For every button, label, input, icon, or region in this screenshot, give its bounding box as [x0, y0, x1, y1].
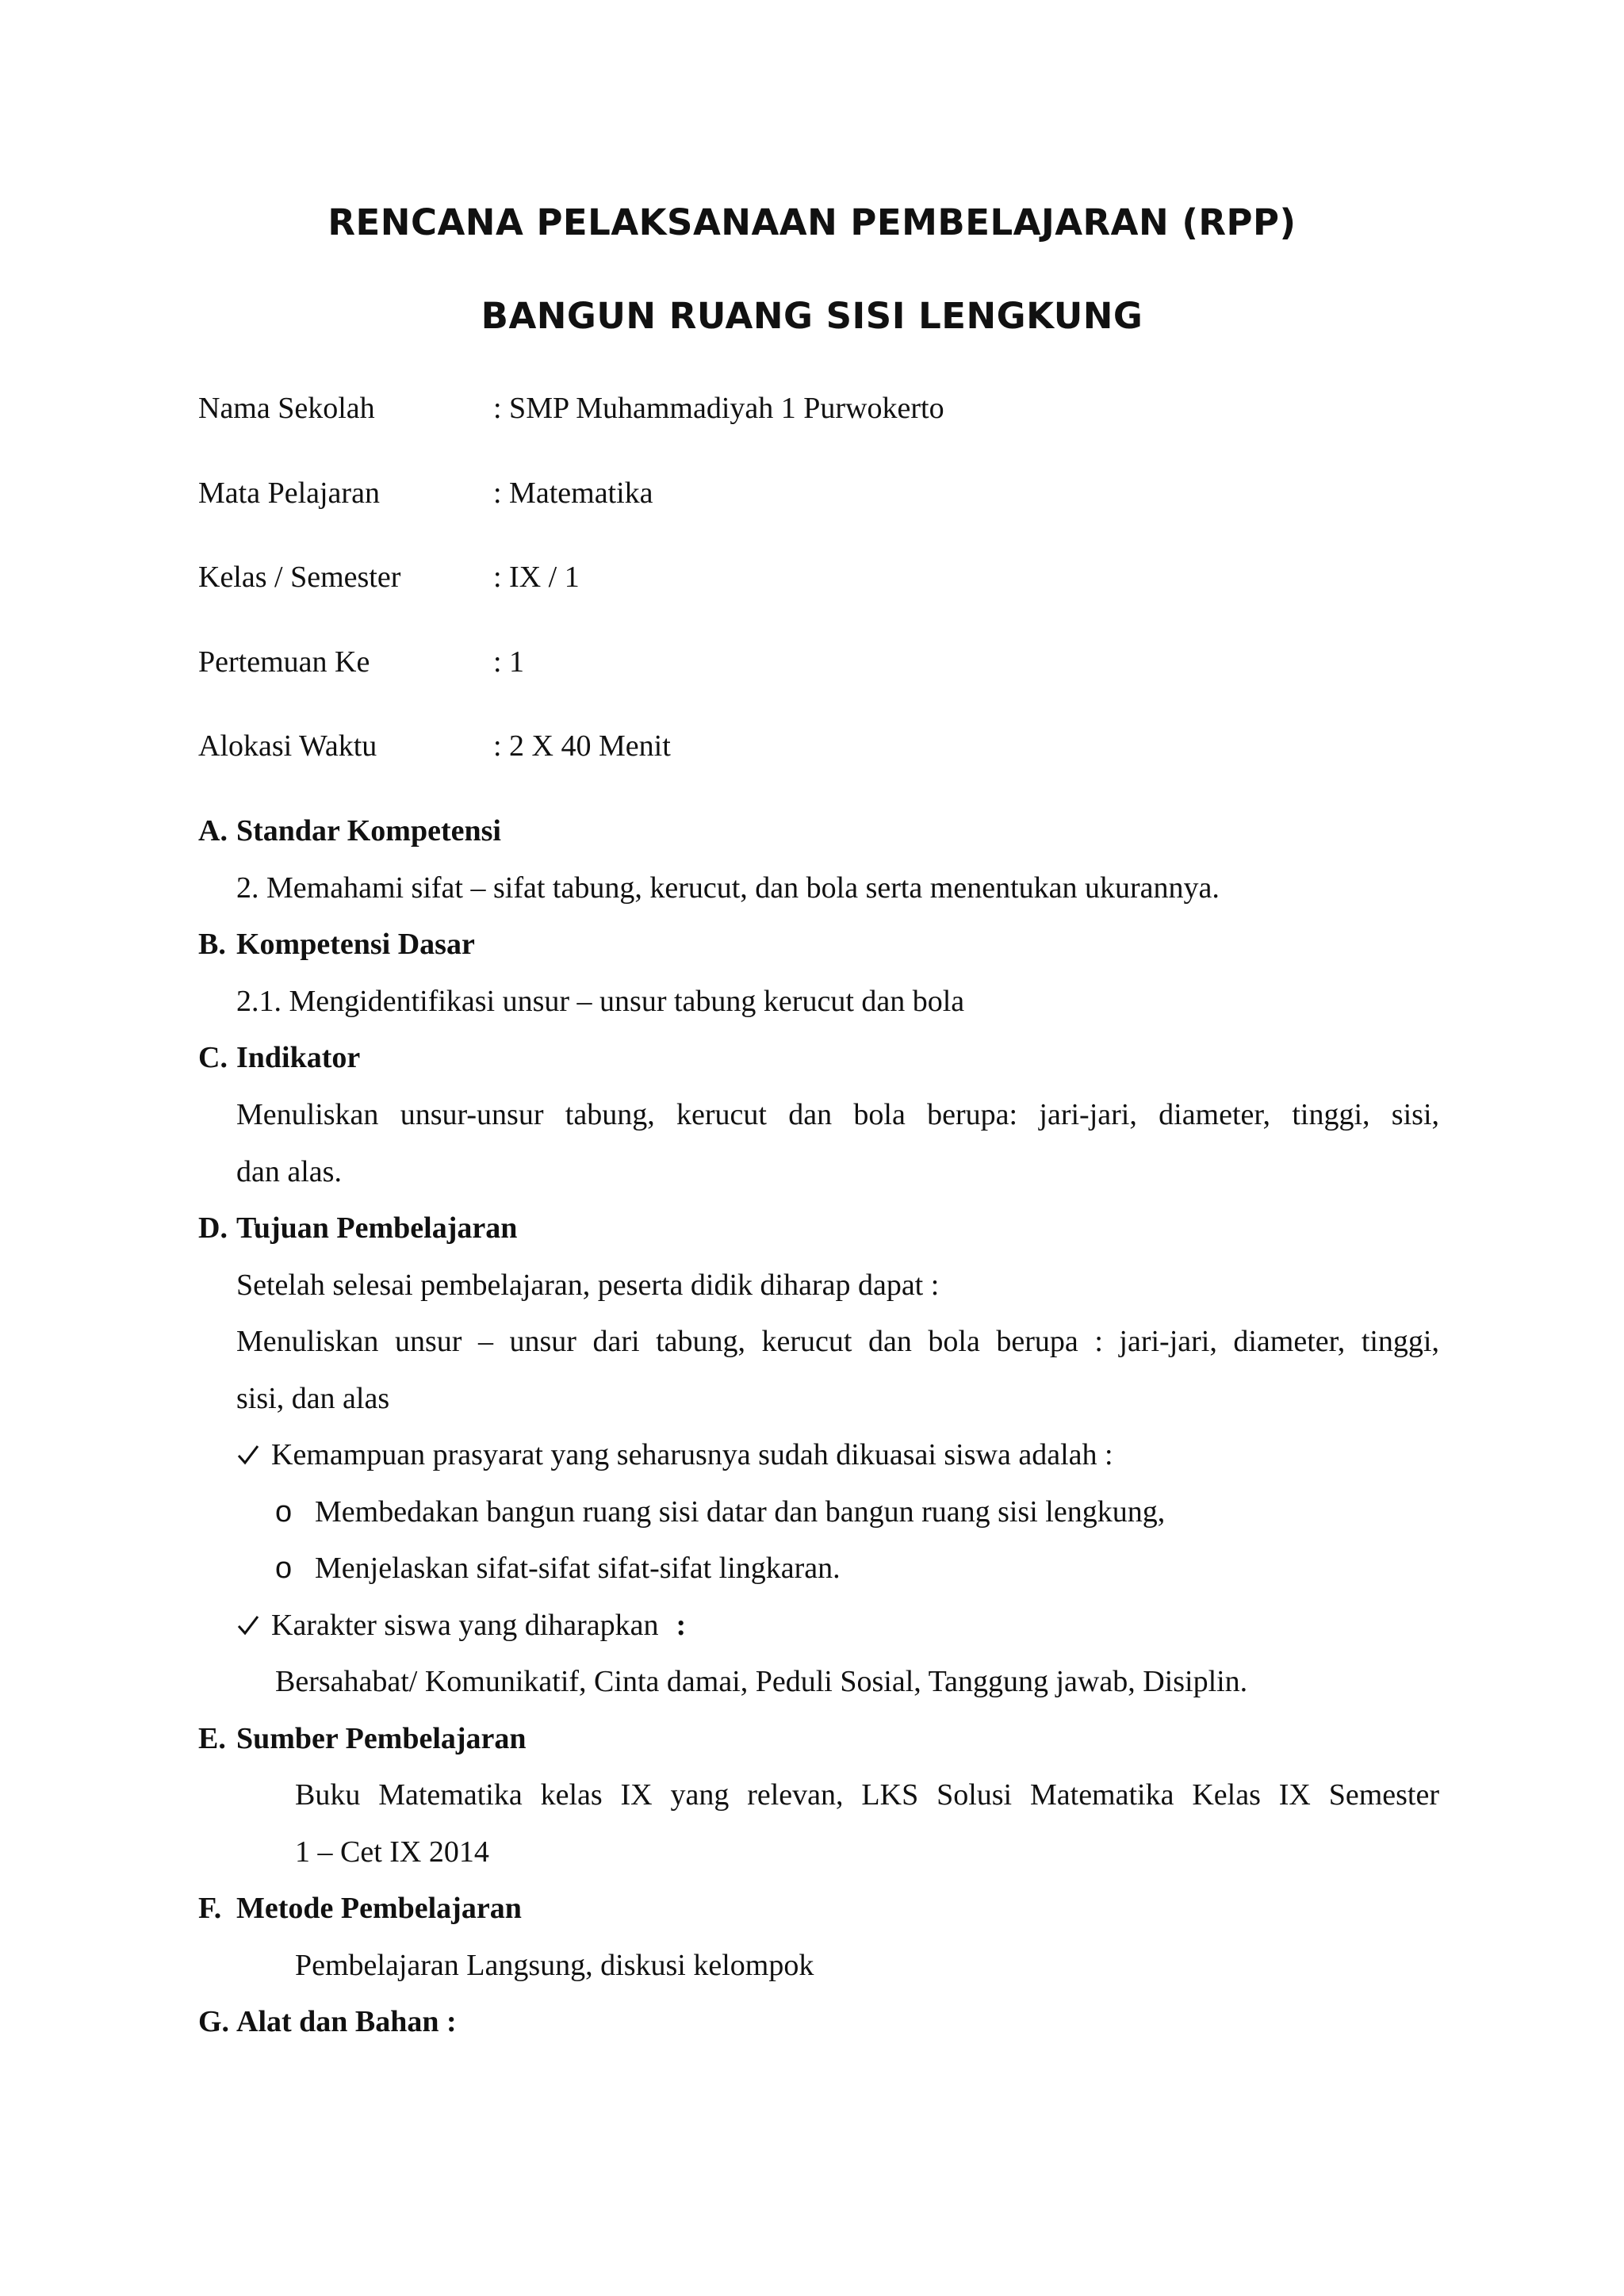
section-e-text-line1: Buku Matematika kelas IX yang relevan, LKS Solusi Matematika Kelas IX Semester [295, 1778, 1439, 1812]
info-value-class: : IX / 1 [493, 561, 580, 594]
info-value-meeting: : 1 [493, 645, 525, 679]
section-c-text-line1: Menuliskan unsur-unsur tabung, kerucut dan bola berupa: jari-jari, diameter, tinggi, sisi, [236, 1098, 1439, 1131]
prerequisite-check-text: Kemampuan prasyarat yang seharusnya sudah dikuasai siswa adalah : [271, 1438, 1113, 1471]
section-a-heading [198, 813, 501, 849]
section-a-title: Standar Kompetensi [236, 814, 501, 848]
document-title: RENCANA PELAKSANAAN PEMBELAJARAN (RPP) [327, 201, 1297, 243]
section-d-text-line1: Menuliskan unsur – unsur dari tabung, kerucut dan bola berupa : jari-jari, diameter, tinggi, [236, 1325, 1439, 1358]
section-d-title: Tujuan Pembelajaran [236, 1211, 518, 1245]
info-label-school: Nama Sekolah [198, 392, 375, 425]
section-c-title: Indikator [236, 1041, 361, 1074]
prerequisite-bullet-1 [275, 1494, 1165, 1530]
character-traits-text: Bersahabat/ Komunikatif, Cinta damai, Peduli Sosial, Tanggung jawab, Disiplin. [275, 1665, 1248, 1698]
character-check-text: Karakter siswa yang diharapkan [271, 1609, 659, 1642]
info-value-time: : 2 X 40 Menit [493, 729, 671, 763]
section-d-letter: D. [198, 1211, 228, 1245]
section-d-heading [198, 1210, 517, 1246]
info-value-school: : SMP Muhammadiyah 1 Purwokerto [493, 392, 944, 425]
document-subtitle: BANGUN RUANG SISI LENGKUNG [481, 295, 1143, 337]
prerequisite-check-item [236, 1437, 1113, 1473]
section-f-title: Metode Pembelajaran [236, 1892, 522, 1925]
checkmark-icon [236, 1443, 260, 1467]
prerequisite-bullet-2-text: Menjelaskan sifat-sifat sifat-sifat lingkaran. [315, 1552, 841, 1585]
info-label-subject: Mata Pelajaran [198, 476, 380, 510]
section-b-letter: B. [198, 928, 226, 961]
character-check-colon: : [676, 1609, 687, 1642]
info-label-time: Alokasi Waktu [198, 729, 377, 763]
section-d-intro: Setelah selesai pembelajaran, peserta didik diharap dapat : [236, 1269, 940, 1302]
section-e-text-line2: 1 – Cet IX 2014 [295, 1835, 489, 1869]
section-a-letter: A. [198, 814, 228, 848]
section-e-heading [198, 1720, 527, 1757]
section-b-title: Kompetensi Dasar [236, 928, 475, 961]
section-e-title: Sumber Pembelajaran [236, 1722, 527, 1755]
section-a-text: 2. Memahami sifat – sifat tabung, kerucut, dan bola serta menentukan ukurannya. [236, 871, 1220, 905]
section-c-letter: C. [198, 1041, 228, 1074]
section-c-heading [198, 1039, 360, 1076]
section-c-text-line2: dan alas. [236, 1155, 342, 1188]
section-g-heading [198, 2003, 457, 2040]
section-b-text: 2.1. Mengidentifikasi unsur – unsur tabung kerucut dan bola [236, 985, 965, 1018]
checkmark-icon [236, 1613, 260, 1637]
section-f-heading [198, 1890, 522, 1927]
section-g-title: Alat dan Bahan : [236, 2005, 457, 2038]
section-g-letter: G. [198, 2005, 230, 2038]
circle-bullet-icon: o [275, 1495, 293, 1529]
section-f-letter: F. [198, 1892, 222, 1925]
prerequisite-bullet-2 [275, 1550, 841, 1586]
info-value-subject: : Matematika [493, 476, 653, 510]
circle-bullet-icon: o [275, 1552, 293, 1585]
info-label-meeting: Pertemuan Ke [198, 645, 370, 679]
character-check-item [236, 1607, 686, 1644]
prerequisite-bullet-1-text: Membedakan bangun ruang sisi datar dan bangun ruang sisi lengkung, [315, 1495, 1166, 1529]
section-e-letter: E. [198, 1722, 226, 1755]
info-label-class: Kelas / Semester [198, 561, 401, 594]
section-d-text-line2: sisi, dan alas [236, 1382, 390, 1415]
section-b-heading [198, 926, 475, 962]
section-f-text: Pembelajaran Langsung, diskusi kelompok [295, 1949, 814, 1982]
